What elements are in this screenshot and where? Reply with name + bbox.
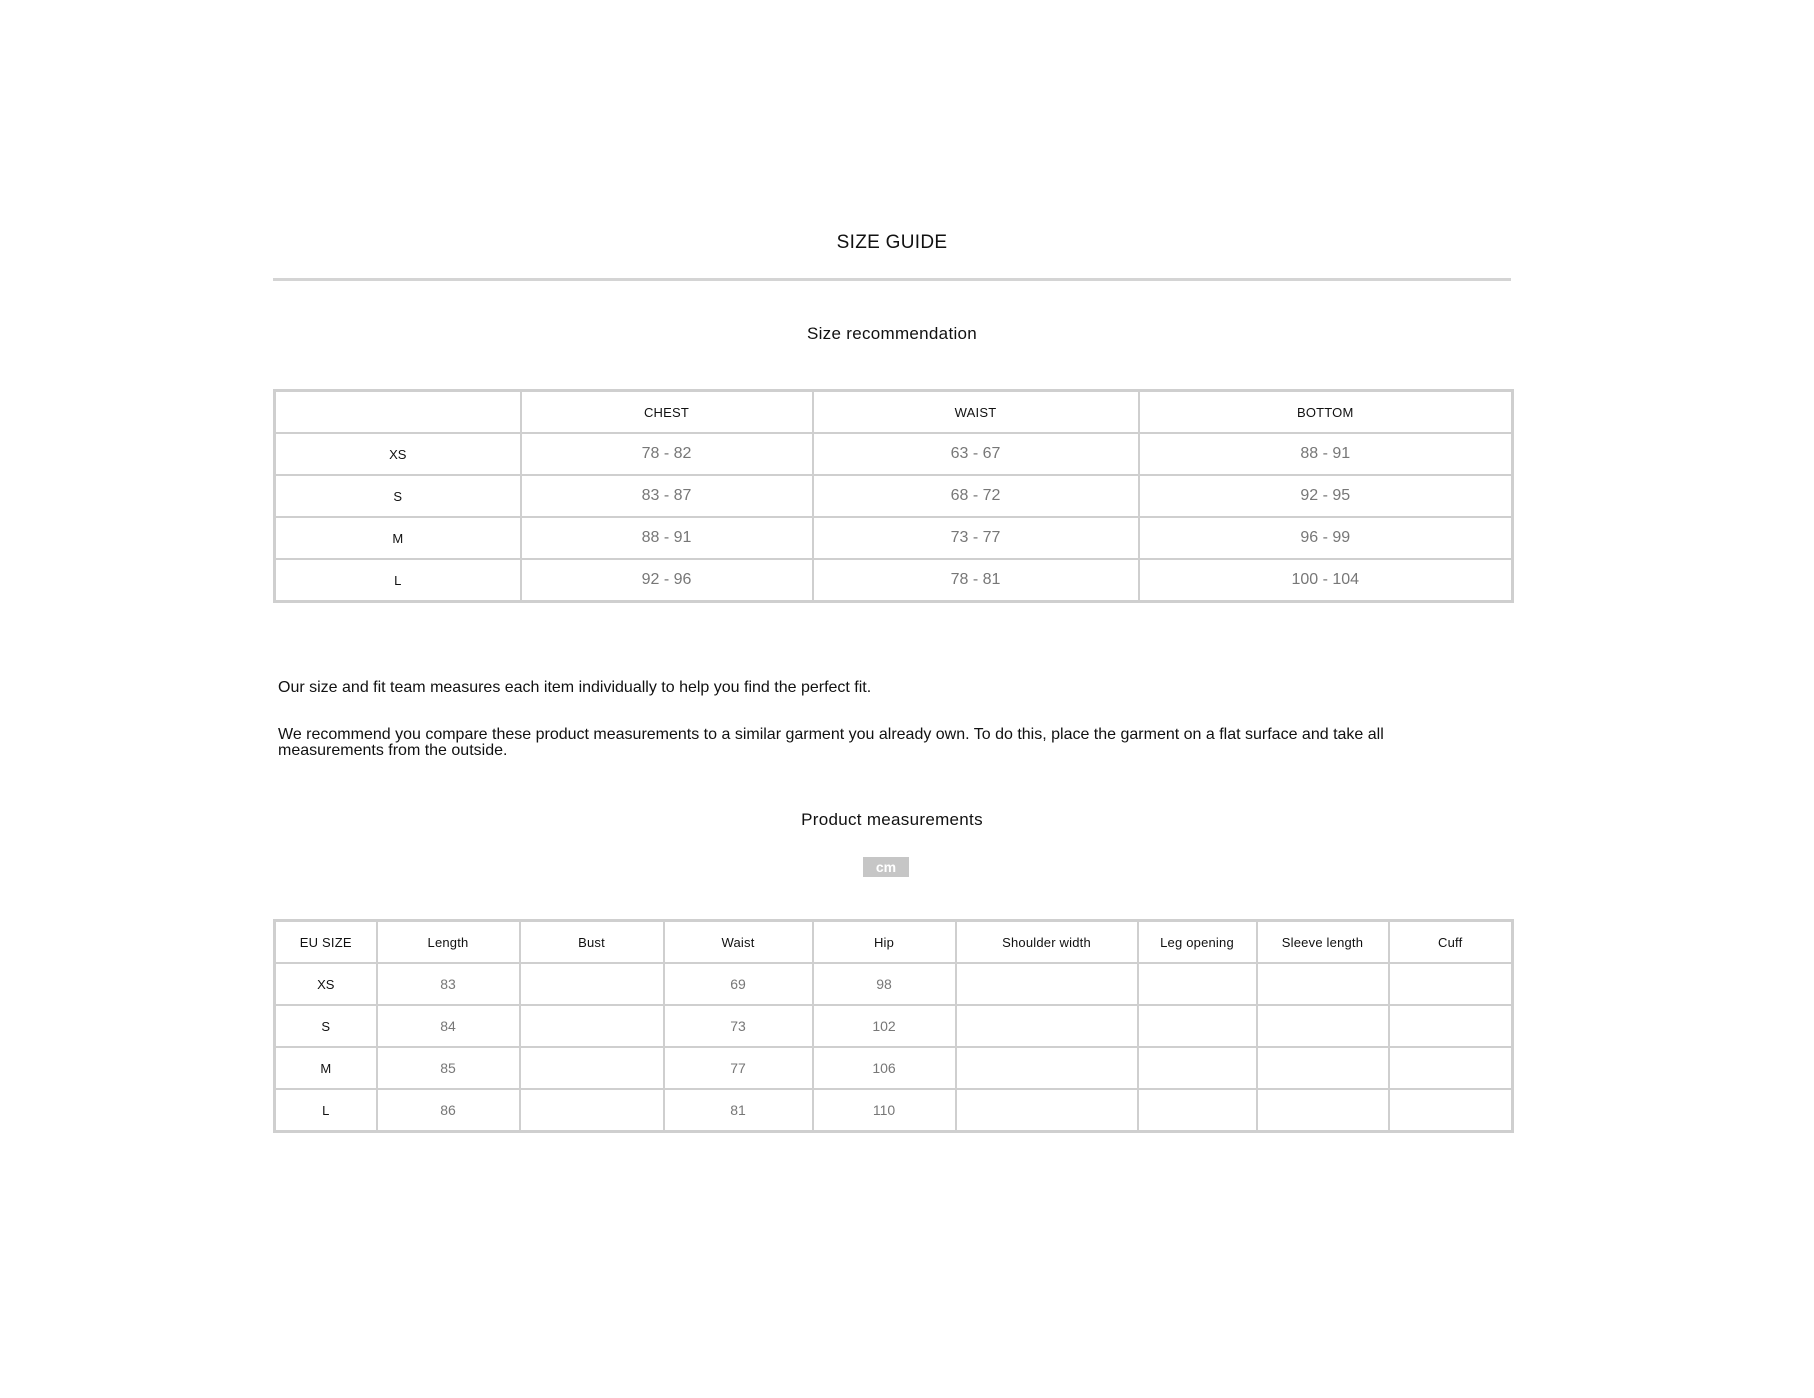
column-header-cuff: Cuff — [1389, 921, 1513, 964]
cuff-cell — [1389, 1089, 1513, 1132]
cuff-cell — [1389, 963, 1513, 1005]
hip-cell: 102 — [813, 1005, 956, 1047]
shoulder-width-cell — [956, 963, 1138, 1005]
column-header-waist: Waist — [664, 921, 813, 964]
table-row — [275, 1047, 1513, 1089]
sleeve-length-cell — [1257, 1089, 1389, 1132]
waist-cell: 69 — [664, 963, 813, 1005]
product-measurements-table — [273, 919, 1514, 1133]
bottom-cell: 92 - 95 — [1139, 475, 1513, 517]
hip-cell: 106 — [813, 1047, 956, 1089]
table-header-row — [275, 391, 1513, 434]
leg-opening-cell — [1138, 1005, 1257, 1047]
waist-cell: 63 - 67 — [813, 433, 1139, 475]
bust-cell — [520, 1089, 664, 1132]
bottom-cell: 96 - 99 — [1139, 517, 1513, 559]
bottom-cell: 100 - 104 — [1139, 559, 1513, 602]
bust-cell — [520, 1047, 664, 1089]
column-header — [275, 391, 521, 434]
column-header-chest: CHEST — [521, 391, 813, 434]
sleeve-length-cell — [1257, 1005, 1389, 1047]
size-cell: L — [275, 559, 521, 602]
fit-team-note: Our size and fit team measures each item individually to help you find the perfect fit. — [278, 679, 872, 696]
page-title: SIZE GUIDE — [836, 232, 948, 253]
size-recommendation-table — [273, 389, 1514, 603]
table-row — [275, 559, 1513, 602]
eu-size-cell: S — [275, 1005, 377, 1047]
chest-cell: 83 - 87 — [521, 475, 813, 517]
table-row — [275, 475, 1513, 517]
table-header-row — [275, 921, 1513, 964]
leg-opening-cell — [1138, 1089, 1257, 1132]
length-cell: 83 — [377, 963, 520, 1005]
eu-size-cell: XS — [275, 963, 377, 1005]
leg-opening-cell — [1138, 1047, 1257, 1089]
bust-cell — [520, 963, 664, 1005]
bottom-cell: 88 - 91 — [1139, 433, 1513, 475]
shoulder-width-cell — [956, 1005, 1138, 1047]
waist-cell: 77 — [664, 1047, 813, 1089]
chest-cell: 88 - 91 — [521, 517, 813, 559]
waist-cell: 78 - 81 — [813, 559, 1139, 602]
table-row — [275, 1089, 1513, 1132]
length-cell: 86 — [377, 1089, 520, 1132]
hip-cell: 110 — [813, 1089, 956, 1132]
sleeve-length-cell — [1257, 963, 1389, 1005]
product-measurements-heading: Product measurements — [801, 810, 983, 829]
waist-cell: 81 — [664, 1089, 813, 1132]
eu-size-cell: M — [275, 1047, 377, 1089]
table-row — [275, 1005, 1513, 1047]
length-cell: 84 — [377, 1005, 520, 1047]
column-header-waist: WAIST — [813, 391, 1139, 434]
eu-size-cell: L — [275, 1089, 377, 1132]
bust-cell — [520, 1005, 664, 1047]
title-divider — [273, 278, 1511, 281]
table-row — [275, 433, 1513, 475]
column-header-hip: Hip — [813, 921, 956, 964]
table-row — [275, 963, 1513, 1005]
waist-cell: 68 - 72 — [813, 475, 1139, 517]
size-cell: S — [275, 475, 521, 517]
length-cell: 85 — [377, 1047, 520, 1089]
table-row — [275, 517, 1513, 559]
sleeve-length-cell — [1257, 1047, 1389, 1089]
column-header-shoulder-width: Shoulder width — [956, 921, 1138, 964]
waist-cell: 73 — [664, 1005, 813, 1047]
size-recommendation-heading: Size recommendation — [806, 324, 978, 343]
column-header-eu-size: EU SIZE — [275, 921, 377, 964]
shoulder-width-cell — [956, 1047, 1138, 1089]
column-header-bottom: BOTTOM — [1139, 391, 1513, 434]
measuring-instructions: We recommend you compare these product measurements to a similar garment you already own. To do this, place the garment on a flat surface and take all measurements from the outside. — [278, 726, 1384, 759]
column-header-sleeve-length: Sleeve length — [1257, 921, 1389, 964]
column-header-bust: Bust — [520, 921, 664, 964]
hip-cell: 98 — [813, 963, 956, 1005]
leg-opening-cell — [1138, 963, 1257, 1005]
size-cell: M — [275, 517, 521, 559]
column-header-length: Length — [377, 921, 520, 964]
chest-cell: 78 - 82 — [521, 433, 813, 475]
waist-cell: 73 - 77 — [813, 517, 1139, 559]
chest-cell: 92 - 96 — [521, 559, 813, 602]
column-header-leg-opening: Leg opening — [1138, 921, 1257, 964]
cuff-cell — [1389, 1047, 1513, 1089]
unit-toggle-cm[interactable]: cm — [863, 857, 909, 877]
size-cell: XS — [275, 433, 521, 475]
shoulder-width-cell — [956, 1089, 1138, 1132]
cuff-cell — [1389, 1005, 1513, 1047]
